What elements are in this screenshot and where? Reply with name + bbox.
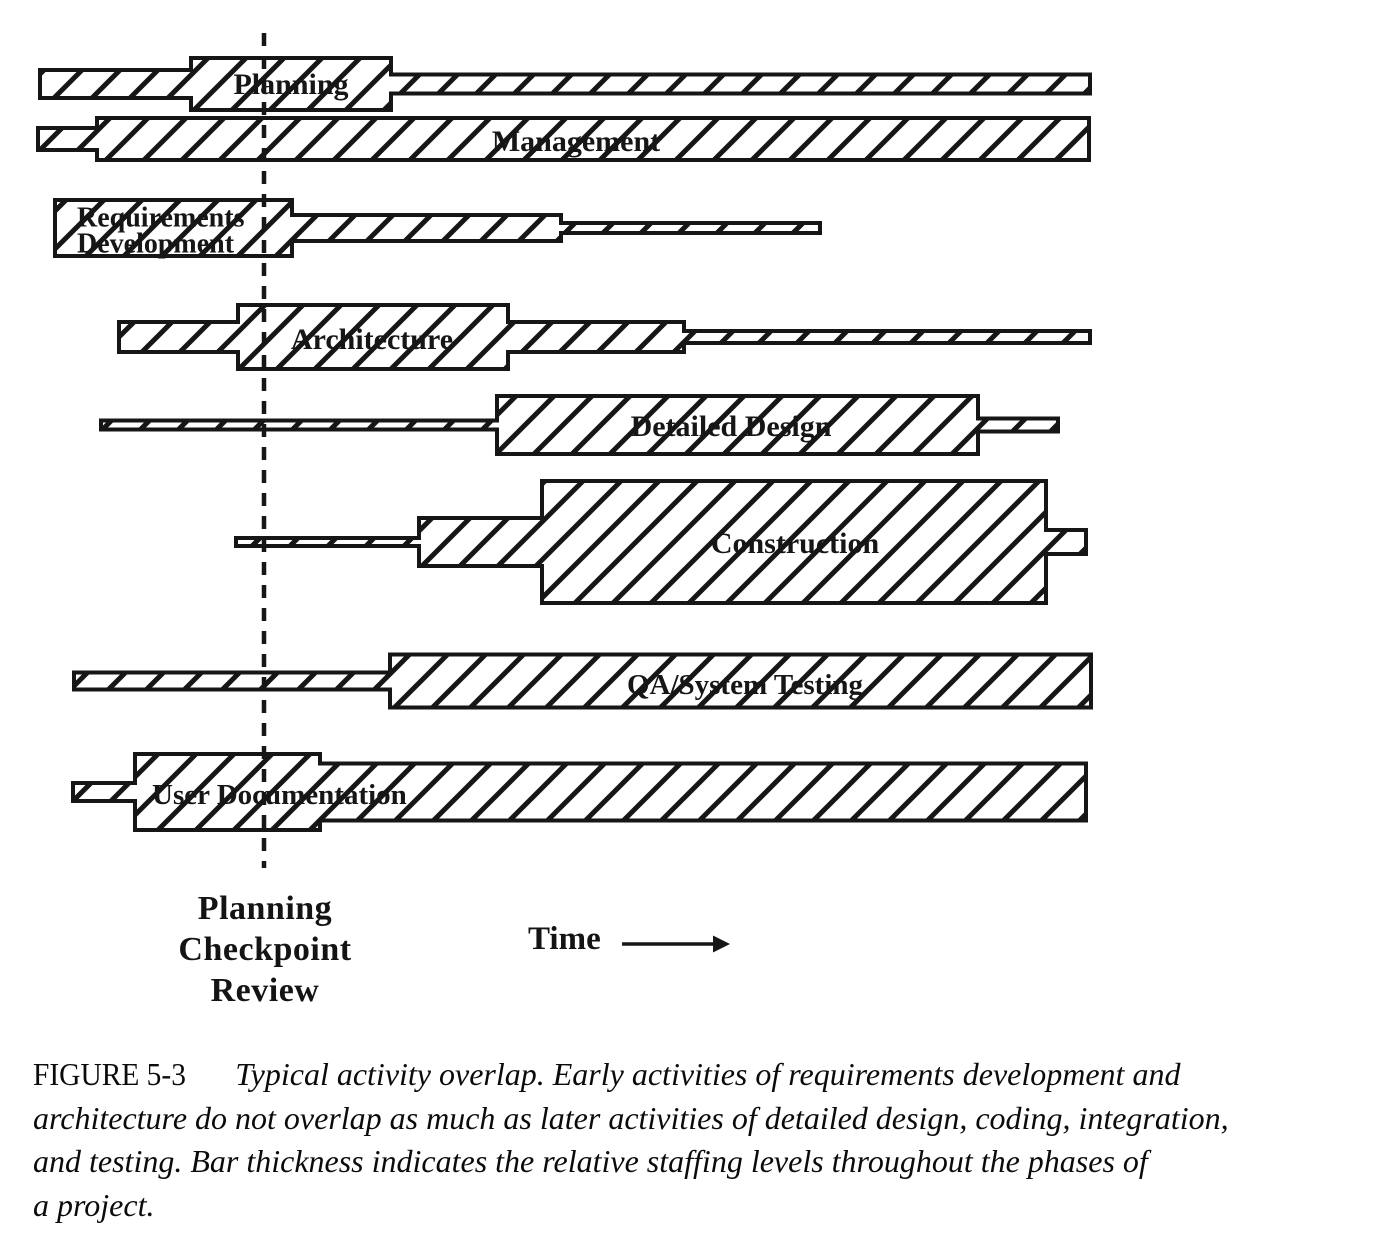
time-arrow: [622, 936, 730, 953]
activity-label-planning: Planning: [233, 68, 349, 102]
caption-text-2: architecture do not overlap as much as later activities of detailed design, coding, integration,: [33, 1099, 1229, 1136]
activity-bar-qa-system-testing: [74, 655, 1091, 708]
planning-checkpoint-review-label: [115, 888, 415, 1011]
time-arrowhead: [713, 936, 730, 953]
bar-shape: [101, 396, 1058, 454]
figure-caption: [33, 1053, 1368, 1227]
activity-label-detailed-design: Detailed Design: [630, 410, 832, 444]
figure-number: FIGURE 5-3: [33, 1056, 186, 1092]
bar-shape: [236, 481, 1086, 603]
caption-text-3: and testing. Bar thickness indicates the relative staffing levels throughout the phases of: [33, 1143, 1148, 1179]
activity-label-qa-system-testing: QA/System Testing: [626, 668, 864, 701]
activity-label-user-documentation: User Documentation: [152, 778, 407, 811]
caption-text-1: Typical activity overlap. Early activities of requirements development and: [235, 1056, 1181, 1092]
activity-label-architecture: Architecture: [290, 323, 454, 357]
caption-text-4: a project.: [33, 1186, 155, 1223]
checkpoint-line-1: Planning: [197, 890, 333, 927]
activity-bar-planning: [40, 58, 1090, 110]
time-axis-label: Time: [528, 921, 601, 957]
activity-label-requirements-development: Requirements Development: [77, 202, 245, 260]
checkpoint-line-2: Checkpoint: [178, 931, 352, 968]
bar-shape: [40, 58, 1090, 110]
activity-label-construction: Construction: [710, 527, 880, 561]
caption-line: [33, 1053, 1368, 1097]
activity-bar-construction: [236, 481, 1086, 603]
activity-bar-detailed-design: [101, 396, 1058, 454]
checkpoint-line-3: Review: [210, 972, 320, 1009]
bar-shape: [74, 655, 1091, 708]
activity-label-management: Management: [491, 125, 661, 159]
